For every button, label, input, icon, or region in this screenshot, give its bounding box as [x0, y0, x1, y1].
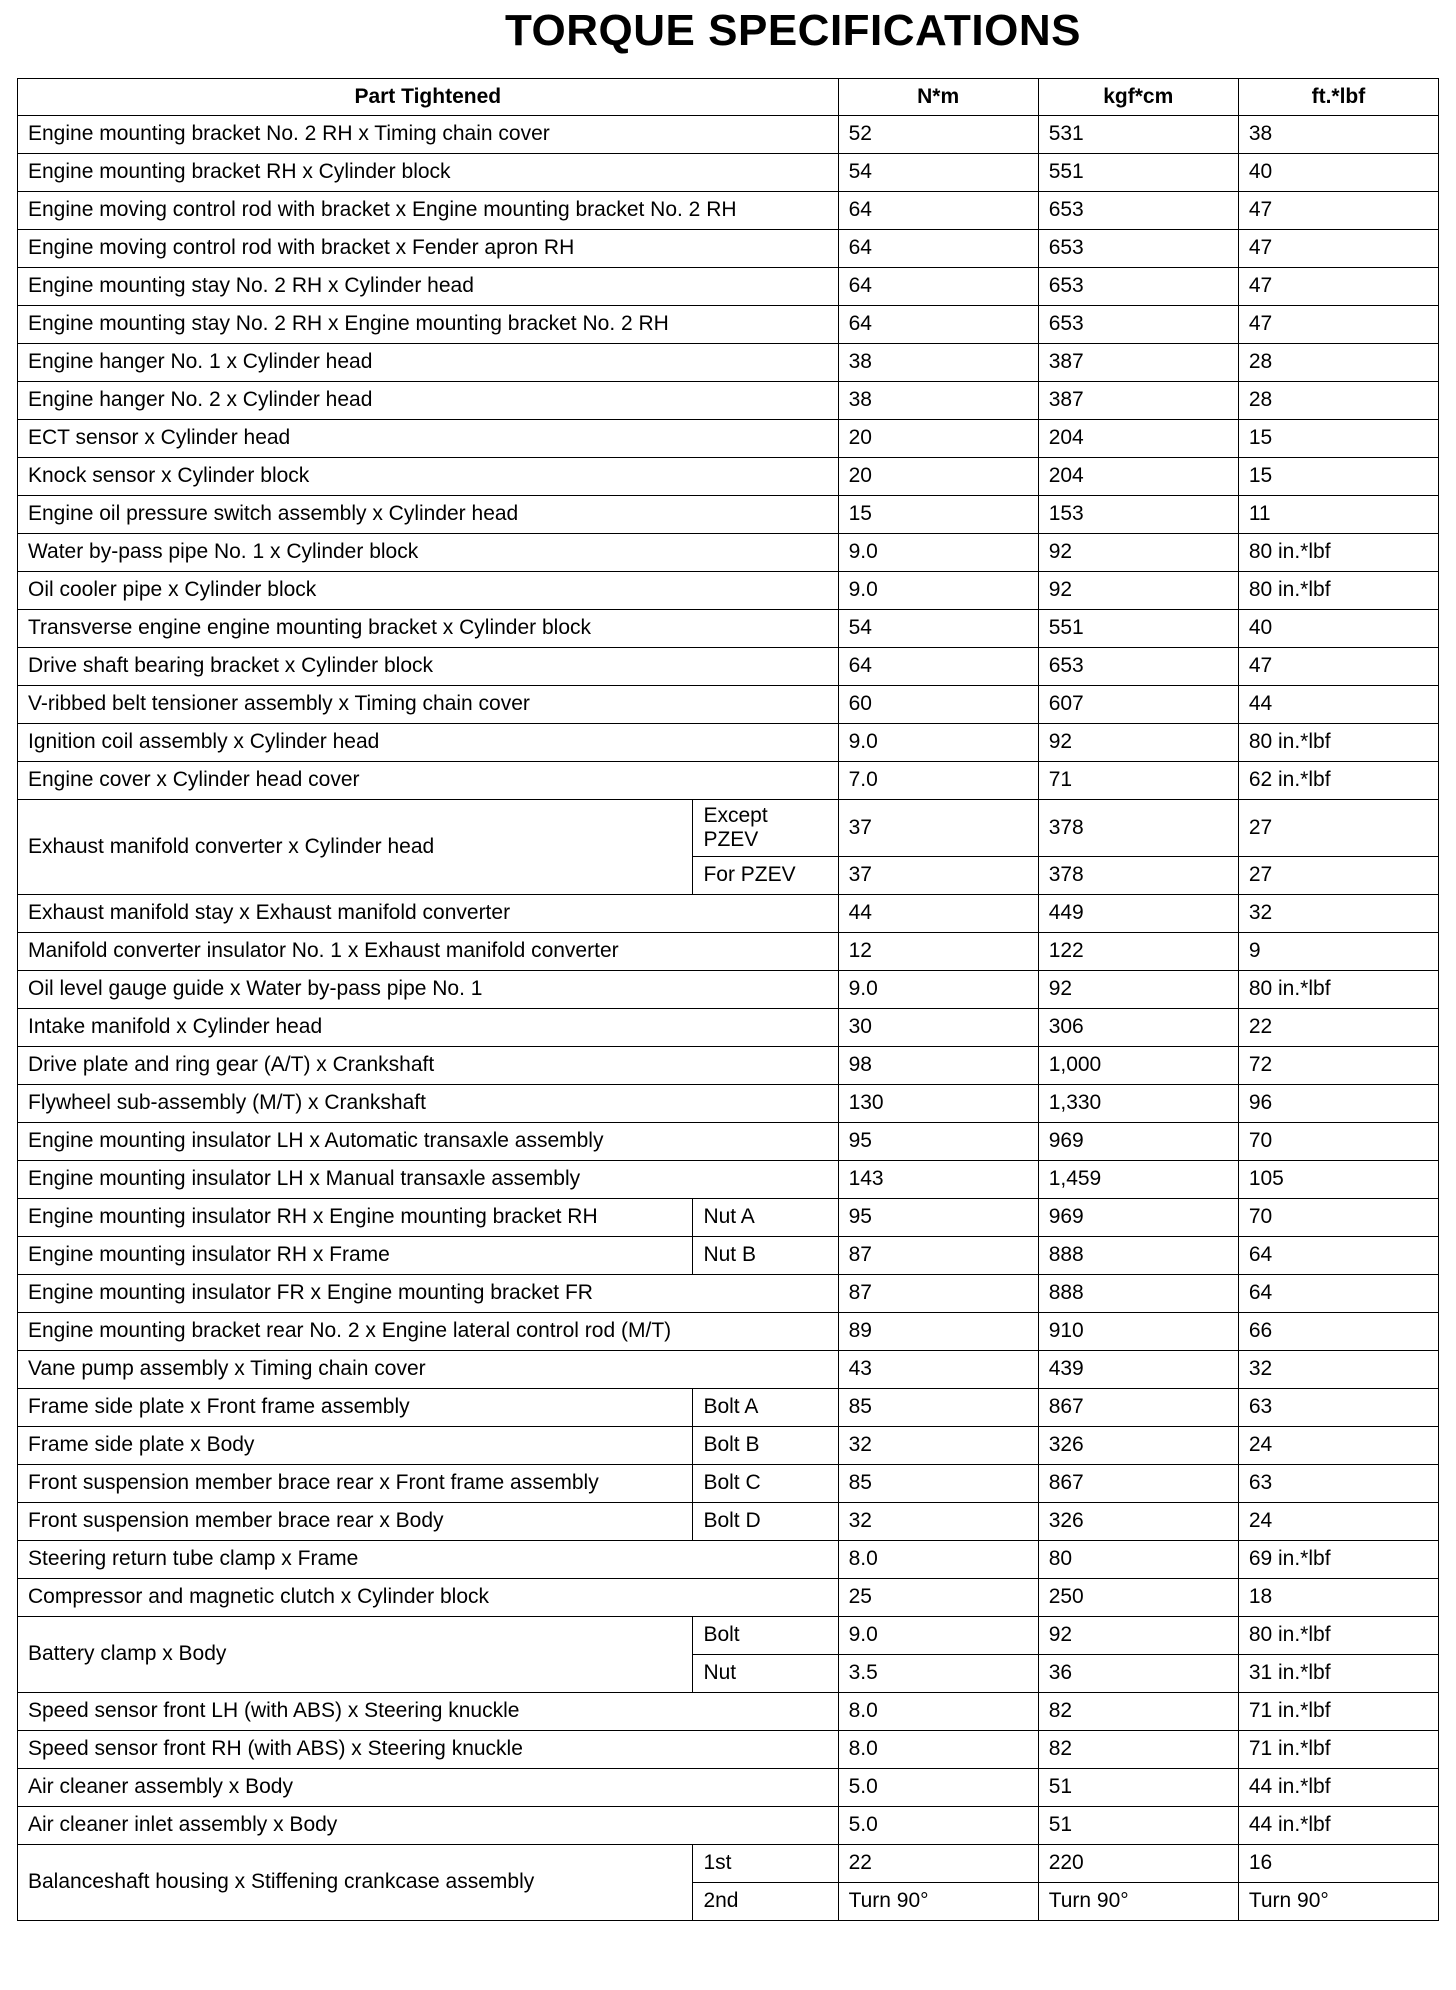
part-tightened-cell: Steering return tube clamp x Frame: [18, 1541, 839, 1579]
part-tightened-cell: Oil cooler pipe x Cylinder block: [18, 572, 839, 610]
torque-nm-cell: Turn 90°: [838, 1883, 1038, 1921]
torque-ftlbf-cell: 32: [1238, 895, 1438, 933]
torque-nm-cell: 7.0: [838, 762, 1038, 800]
torque-nm-cell: 20: [838, 420, 1038, 458]
table-row: [18, 534, 1439, 572]
torque-nm-cell: 9.0: [838, 971, 1038, 1009]
torque-nm-cell: 3.5: [838, 1655, 1038, 1693]
torque-kgfcm-cell: 80: [1038, 1541, 1238, 1579]
torque-ftlbf-cell: 47: [1238, 230, 1438, 268]
torque-ftlbf-cell: 64: [1238, 1275, 1438, 1313]
torque-nm-cell: 98: [838, 1047, 1038, 1085]
part-qualifier-cell: Bolt B: [693, 1427, 838, 1465]
torque-kgfcm-cell: 888: [1038, 1275, 1238, 1313]
torque-ftlbf-cell: Turn 90°: [1238, 1883, 1438, 1921]
torque-nm-cell: 8.0: [838, 1731, 1038, 1769]
part-tightened-cell: Engine hanger No. 1 x Cylinder head: [18, 344, 839, 382]
table-row: [18, 496, 1439, 534]
part-tightened-cell: Water by-pass pipe No. 1 x Cylinder block: [18, 534, 839, 572]
table-header-row: [18, 79, 1439, 116]
table-row: [18, 420, 1439, 458]
torque-nm-cell: 54: [838, 610, 1038, 648]
part-tightened-cell: Front suspension member brace rear x Body: [18, 1503, 693, 1541]
part-tightened-cell: Frame side plate x Front frame assembly: [18, 1389, 693, 1427]
torque-ftlbf-cell: 15: [1238, 458, 1438, 496]
torque-nm-cell: 22: [838, 1845, 1038, 1883]
part-tightened-cell: Exhaust manifold stay x Exhaust manifold converter: [18, 895, 839, 933]
torque-nm-cell: 5.0: [838, 1769, 1038, 1807]
torque-kgfcm-cell: 449: [1038, 895, 1238, 933]
part-tightened-cell: Intake manifold x Cylinder head: [18, 1009, 839, 1047]
column-header-kgfcm: kgf*cm: [1038, 79, 1238, 116]
torque-nm-cell: 8.0: [838, 1541, 1038, 1579]
torque-kgfcm-cell: 204: [1038, 420, 1238, 458]
torque-kgfcm-cell: 92: [1038, 1617, 1238, 1655]
part-tightened-cell: Engine mounting stay No. 2 RH x Engine mounting bracket No. 2 RH: [18, 306, 839, 344]
table-row: [18, 1693, 1439, 1731]
part-tightened-cell: Drive plate and ring gear (A/T) x Crankshaft: [18, 1047, 839, 1085]
column-header-part: Part Tightened: [18, 79, 839, 116]
part-tightened-cell: Engine mounting insulator LH x Manual transaxle assembly: [18, 1161, 839, 1199]
torque-nm-cell: 43: [838, 1351, 1038, 1389]
torque-nm-cell: 8.0: [838, 1693, 1038, 1731]
torque-nm-cell: 95: [838, 1123, 1038, 1161]
torque-ftlbf-cell: 63: [1238, 1465, 1438, 1503]
part-tightened-cell: Exhaust manifold converter x Cylinder head: [18, 800, 693, 895]
torque-kgfcm-cell: 1,330: [1038, 1085, 1238, 1123]
torque-kgfcm-cell: 387: [1038, 382, 1238, 420]
part-tightened-cell: Engine oil pressure switch assembly x Cylinder head: [18, 496, 839, 534]
torque-nm-cell: 9.0: [838, 724, 1038, 762]
torque-ftlbf-cell: 105: [1238, 1161, 1438, 1199]
part-qualifier-cell: Nut B: [693, 1237, 838, 1275]
part-tightened-cell: Manifold converter insulator No. 1 x Exhaust manifold converter: [18, 933, 839, 971]
torque-nm-cell: 9.0: [838, 534, 1038, 572]
page-title: TORQUE SPECIFICATIONS: [504, 6, 1082, 55]
torque-ftlbf-cell: 47: [1238, 306, 1438, 344]
table-row: [18, 1123, 1439, 1161]
part-tightened-cell: Ignition coil assembly x Cylinder head: [18, 724, 839, 762]
torque-kgfcm-cell: 92: [1038, 971, 1238, 1009]
torque-kgfcm-cell: 653: [1038, 230, 1238, 268]
torque-nm-cell: 37: [838, 800, 1038, 857]
part-qualifier-cell: Bolt D: [693, 1503, 838, 1541]
torque-ftlbf-cell: 62 in.*lbf: [1238, 762, 1438, 800]
part-tightened-cell: Speed sensor front LH (with ABS) x Steering knuckle: [18, 1693, 839, 1731]
torque-kgfcm-cell: 220: [1038, 1845, 1238, 1883]
table-row: [18, 1769, 1439, 1807]
torque-ftlbf-cell: 63: [1238, 1389, 1438, 1427]
torque-kgfcm-cell: 531: [1038, 116, 1238, 154]
torque-nm-cell: 38: [838, 382, 1038, 420]
torque-ftlbf-cell: 44: [1238, 686, 1438, 724]
table-row: [18, 1237, 1439, 1275]
table-row: [18, 192, 1439, 230]
torque-ftlbf-cell: 38: [1238, 116, 1438, 154]
part-qualifier-cell: 1st: [693, 1845, 838, 1883]
torque-nm-cell: 32: [838, 1427, 1038, 1465]
torque-kgfcm-cell: 153: [1038, 496, 1238, 534]
table-row: [18, 344, 1439, 382]
column-header-nm: N*m: [838, 79, 1038, 116]
table-row: [18, 1617, 1439, 1655]
torque-ftlbf-cell: 80 in.*lbf: [1238, 971, 1438, 1009]
torque-kgfcm-cell: 82: [1038, 1731, 1238, 1769]
torque-ftlbf-cell: 27: [1238, 857, 1438, 895]
torque-nm-cell: 44: [838, 895, 1038, 933]
torque-kgfcm-cell: 387: [1038, 344, 1238, 382]
part-tightened-cell: Engine mounting bracket rear No. 2 x Engine lateral control rod (M/T): [18, 1313, 839, 1351]
torque-kgfcm-cell: 867: [1038, 1389, 1238, 1427]
table-row: [18, 116, 1439, 154]
torque-nm-cell: 89: [838, 1313, 1038, 1351]
part-tightened-cell: Air cleaner assembly x Body: [18, 1769, 839, 1807]
torque-ftlbf-cell: 40: [1238, 610, 1438, 648]
torque-kgfcm-cell: 92: [1038, 724, 1238, 762]
torque-kgfcm-cell: 1,459: [1038, 1161, 1238, 1199]
table-row: [18, 1427, 1439, 1465]
table-row: [18, 1845, 1439, 1883]
torque-ftlbf-cell: 31 in.*lbf: [1238, 1655, 1438, 1693]
table-row: [18, 1351, 1439, 1389]
part-tightened-cell: Frame side plate x Body: [18, 1427, 693, 1465]
torque-nm-cell: 143: [838, 1161, 1038, 1199]
torque-kgfcm-cell: 306: [1038, 1009, 1238, 1047]
torque-ftlbf-cell: 27: [1238, 800, 1438, 857]
torque-kgfcm-cell: 326: [1038, 1427, 1238, 1465]
part-qualifier-cell: 2nd: [693, 1883, 838, 1921]
torque-nm-cell: 95: [838, 1199, 1038, 1237]
table-row: [18, 1389, 1439, 1427]
torque-ftlbf-cell: 18: [1238, 1579, 1438, 1617]
part-tightened-cell: Vane pump assembly x Timing chain cover: [18, 1351, 839, 1389]
column-header-ftlbf: ft.*lbf: [1238, 79, 1438, 116]
torque-kgfcm-cell: 92: [1038, 572, 1238, 610]
torque-ftlbf-cell: 9: [1238, 933, 1438, 971]
part-qualifier-cell: Bolt A: [693, 1389, 838, 1427]
part-qualifier-cell: For PZEV: [693, 857, 838, 895]
torque-specifications-table: [17, 78, 1439, 1921]
torque-ftlbf-cell: 71 in.*lbf: [1238, 1693, 1438, 1731]
torque-ftlbf-cell: 15: [1238, 420, 1438, 458]
torque-kgfcm-cell: 888: [1038, 1237, 1238, 1275]
torque-nm-cell: 64: [838, 268, 1038, 306]
table-row: [18, 1807, 1439, 1845]
table-row: [18, 154, 1439, 192]
torque-kgfcm-cell: 378: [1038, 857, 1238, 895]
part-qualifier-cell: Bolt: [693, 1617, 838, 1655]
torque-nm-cell: 64: [838, 192, 1038, 230]
table-row: [18, 648, 1439, 686]
torque-ftlbf-cell: 96: [1238, 1085, 1438, 1123]
torque-ftlbf-cell: 47: [1238, 192, 1438, 230]
part-tightened-cell: Engine mounting stay No. 2 RH x Cylinder head: [18, 268, 839, 306]
table-row: [18, 1275, 1439, 1313]
torque-nm-cell: 32: [838, 1503, 1038, 1541]
torque-nm-cell: 64: [838, 230, 1038, 268]
torque-ftlbf-cell: 66: [1238, 1313, 1438, 1351]
torque-nm-cell: 9.0: [838, 572, 1038, 610]
part-tightened-cell: V-ribbed belt tensioner assembly x Timing chain cover: [18, 686, 839, 724]
torque-kgfcm-cell: 1,000: [1038, 1047, 1238, 1085]
torque-kgfcm-cell: 439: [1038, 1351, 1238, 1389]
torque-ftlbf-cell: 47: [1238, 648, 1438, 686]
table-row: [18, 1085, 1439, 1123]
torque-kgfcm-cell: 910: [1038, 1313, 1238, 1351]
torque-nm-cell: 9.0: [838, 1617, 1038, 1655]
table-row: [18, 1731, 1439, 1769]
table-row: [18, 1503, 1439, 1541]
part-tightened-cell: Air cleaner inlet assembly x Body: [18, 1807, 839, 1845]
torque-kgfcm-cell: 653: [1038, 648, 1238, 686]
part-tightened-cell: Engine mounting bracket RH x Cylinder block: [18, 154, 839, 192]
torque-nm-cell: 30: [838, 1009, 1038, 1047]
torque-ftlbf-cell: 80 in.*lbf: [1238, 572, 1438, 610]
torque-nm-cell: 64: [838, 648, 1038, 686]
part-qualifier-cell: Except PZEV: [693, 800, 838, 857]
torque-nm-cell: 20: [838, 458, 1038, 496]
torque-nm-cell: 130: [838, 1085, 1038, 1123]
table-row: [18, 1465, 1439, 1503]
torque-kgfcm-cell: 378: [1038, 800, 1238, 857]
torque-ftlbf-cell: 16: [1238, 1845, 1438, 1883]
part-tightened-cell: Transverse engine engine mounting bracket x Cylinder block: [18, 610, 839, 648]
torque-nm-cell: 87: [838, 1275, 1038, 1313]
table-row: [18, 1009, 1439, 1047]
torque-nm-cell: 64: [838, 306, 1038, 344]
part-tightened-cell: Battery clamp x Body: [18, 1617, 693, 1693]
part-tightened-cell: ECT sensor x Cylinder head: [18, 420, 839, 458]
table-row: [18, 306, 1439, 344]
torque-nm-cell: 54: [838, 154, 1038, 192]
part-qualifier-cell: Nut A: [693, 1199, 838, 1237]
torque-ftlbf-cell: 11: [1238, 496, 1438, 534]
torque-ftlbf-cell: 47: [1238, 268, 1438, 306]
table-row: [18, 762, 1439, 800]
table-row: [18, 382, 1439, 420]
torque-kgfcm-cell: Turn 90°: [1038, 1883, 1238, 1921]
part-tightened-cell: Engine moving control rod with bracket x Engine mounting bracket No. 2 RH: [18, 192, 839, 230]
part-tightened-cell: Front suspension member brace rear x Front frame assembly: [18, 1465, 693, 1503]
torque-kgfcm-cell: 653: [1038, 192, 1238, 230]
table-row: [18, 268, 1439, 306]
torque-nm-cell: 15: [838, 496, 1038, 534]
torque-nm-cell: 85: [838, 1465, 1038, 1503]
part-tightened-cell: Drive shaft bearing bracket x Cylinder block: [18, 648, 839, 686]
torque-ftlbf-cell: 70: [1238, 1199, 1438, 1237]
table-row: [18, 610, 1439, 648]
torque-kgfcm-cell: 122: [1038, 933, 1238, 971]
part-tightened-cell: Engine mounting bracket No. 2 RH x Timing chain cover: [18, 116, 839, 154]
torque-kgfcm-cell: 250: [1038, 1579, 1238, 1617]
table-row: [18, 230, 1439, 268]
torque-nm-cell: 52: [838, 116, 1038, 154]
part-tightened-cell: Speed sensor front RH (with ABS) x Steering knuckle: [18, 1731, 839, 1769]
torque-ftlbf-cell: 28: [1238, 382, 1438, 420]
table-row: [18, 1161, 1439, 1199]
part-tightened-cell: Balanceshaft housing x Stiffening crankcase assembly: [18, 1845, 693, 1921]
table-row: [18, 572, 1439, 610]
torque-ftlbf-cell: 69 in.*lbf: [1238, 1541, 1438, 1579]
part-tightened-cell: Engine moving control rod with bracket x Fender apron RH: [18, 230, 839, 268]
table-row: [18, 1047, 1439, 1085]
torque-nm-cell: 38: [838, 344, 1038, 382]
torque-ftlbf-cell: 72: [1238, 1047, 1438, 1085]
torque-ftlbf-cell: 24: [1238, 1503, 1438, 1541]
torque-nm-cell: 37: [838, 857, 1038, 895]
part-tightened-cell: Oil level gauge guide x Water by-pass pipe No. 1: [18, 971, 839, 1009]
part-tightened-cell: Engine cover x Cylinder head cover: [18, 762, 839, 800]
torque-ftlbf-cell: 71 in.*lbf: [1238, 1731, 1438, 1769]
table-row: [18, 800, 1439, 857]
table-row: [18, 1579, 1439, 1617]
torque-ftlbf-cell: 80 in.*lbf: [1238, 534, 1438, 572]
torque-kgfcm-cell: 969: [1038, 1199, 1238, 1237]
torque-kgfcm-cell: 204: [1038, 458, 1238, 496]
part-tightened-cell: Engine mounting insulator FR x Engine mounting bracket FR: [18, 1275, 839, 1313]
torque-kgfcm-cell: 551: [1038, 610, 1238, 648]
part-tightened-cell: Engine mounting insulator LH x Automatic transaxle assembly: [18, 1123, 839, 1161]
torque-kgfcm-cell: 71: [1038, 762, 1238, 800]
torque-ftlbf-cell: 44 in.*lbf: [1238, 1769, 1438, 1807]
torque-nm-cell: 12: [838, 933, 1038, 971]
torque-ftlbf-cell: 64: [1238, 1237, 1438, 1275]
table-row: [18, 895, 1439, 933]
table-row: [18, 724, 1439, 762]
part-tightened-cell: Knock sensor x Cylinder block: [18, 458, 839, 496]
torque-kgfcm-cell: 326: [1038, 1503, 1238, 1541]
torque-ftlbf-cell: 44 in.*lbf: [1238, 1807, 1438, 1845]
torque-kgfcm-cell: 36: [1038, 1655, 1238, 1693]
torque-kgfcm-cell: 653: [1038, 306, 1238, 344]
torque-nm-cell: 60: [838, 686, 1038, 724]
part-tightened-cell: Engine mounting insulator RH x Engine mounting bracket RH: [18, 1199, 693, 1237]
torque-ftlbf-cell: 22: [1238, 1009, 1438, 1047]
table-row: [18, 1199, 1439, 1237]
torque-kgfcm-cell: 82: [1038, 1693, 1238, 1731]
torque-kgfcm-cell: 653: [1038, 268, 1238, 306]
table-row: [18, 1313, 1439, 1351]
torque-ftlbf-cell: 28: [1238, 344, 1438, 382]
torque-ftlbf-cell: 70: [1238, 1123, 1438, 1161]
torque-kgfcm-cell: 92: [1038, 534, 1238, 572]
part-tightened-cell: Engine hanger No. 2 x Cylinder head: [18, 382, 839, 420]
torque-ftlbf-cell: 80 in.*lbf: [1238, 724, 1438, 762]
torque-nm-cell: 5.0: [838, 1807, 1038, 1845]
table-row: [18, 458, 1439, 496]
part-qualifier-cell: Nut: [693, 1655, 838, 1693]
part-tightened-cell: Flywheel sub-assembly (M/T) x Crankshaft: [18, 1085, 839, 1123]
table-row: [18, 933, 1439, 971]
torque-kgfcm-cell: 867: [1038, 1465, 1238, 1503]
torque-kgfcm-cell: 551: [1038, 154, 1238, 192]
torque-nm-cell: 85: [838, 1389, 1038, 1427]
part-qualifier-cell: Bolt C: [693, 1465, 838, 1503]
table-body: [18, 116, 1439, 1921]
torque-ftlbf-cell: 32: [1238, 1351, 1438, 1389]
torque-ftlbf-cell: 40: [1238, 154, 1438, 192]
torque-ftlbf-cell: 24: [1238, 1427, 1438, 1465]
table-row: [18, 686, 1439, 724]
torque-ftlbf-cell: 80 in.*lbf: [1238, 1617, 1438, 1655]
part-tightened-cell: Engine mounting insulator RH x Frame: [18, 1237, 693, 1275]
torque-kgfcm-cell: 51: [1038, 1769, 1238, 1807]
torque-nm-cell: 87: [838, 1237, 1038, 1275]
torque-kgfcm-cell: 607: [1038, 686, 1238, 724]
table-row: [18, 971, 1439, 1009]
table-row: [18, 1541, 1439, 1579]
torque-kgfcm-cell: 51: [1038, 1807, 1238, 1845]
torque-kgfcm-cell: 969: [1038, 1123, 1238, 1161]
torque-nm-cell: 25: [838, 1579, 1038, 1617]
part-tightened-cell: Compressor and magnetic clutch x Cylinder block: [18, 1579, 839, 1617]
